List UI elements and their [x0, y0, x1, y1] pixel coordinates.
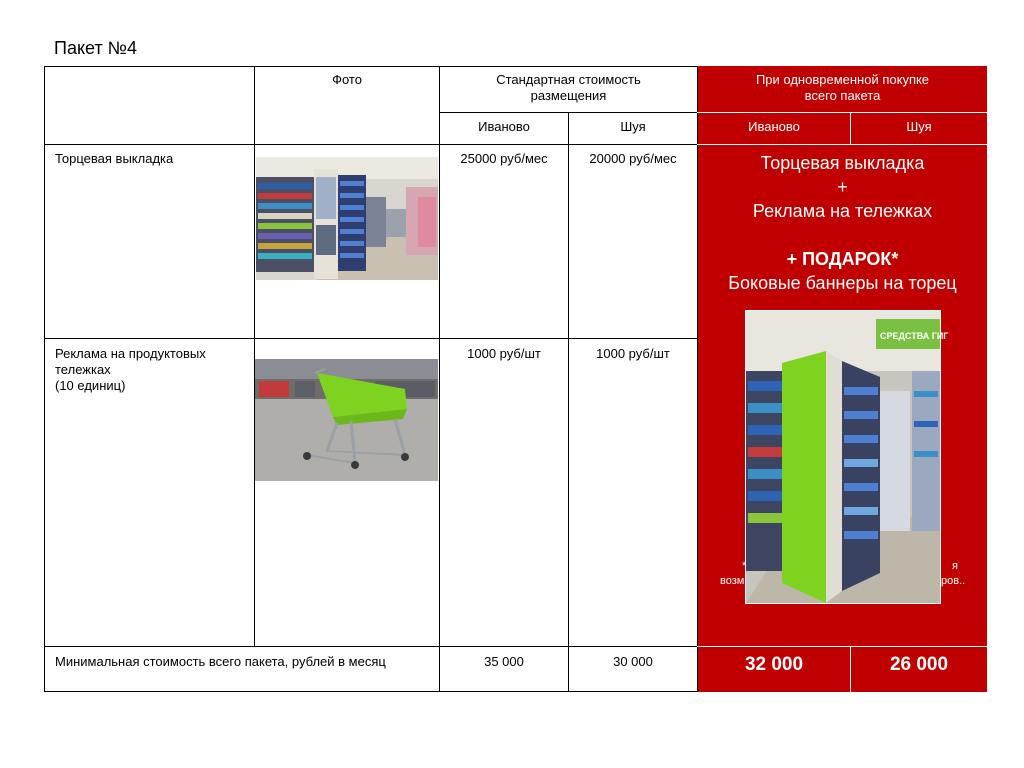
row-end-display-name: Торцевая выкладка: [55, 151, 174, 166]
header-city-ivanovo: Иваново: [478, 119, 530, 134]
header-standard-cost: Стандартная стоимость размещения: [496, 72, 641, 103]
grid-line: [254, 66, 255, 647]
grid-line: [568, 112, 569, 692]
header-package-cost: При одновременной покупке всего пакета: [755, 72, 930, 103]
package-price-ivanovo: 32 000: [744, 654, 804, 675]
row-end-display-shuya: 20000 руб/мес: [589, 151, 677, 166]
page-title: Пакет №4: [54, 38, 138, 58]
row-cart-ads-name: Реклама на продуктовых тележках (10 единиц): [55, 346, 206, 393]
footnote-fragment-left: * возм: [720, 560, 747, 587]
row-cart-ads-shuya: 1000 руб/шт: [596, 346, 670, 361]
total-label: Минимальная стоимость всего пакета, рублей в месяц: [55, 654, 386, 669]
shopping-cart-photo: [255, 359, 438, 481]
header-package-city-ivanovo: Иваново: [748, 119, 800, 134]
grid-line: [697, 646, 987, 647]
header-photo: Фото: [332, 72, 362, 87]
total-shuya: 30 000: [613, 654, 653, 669]
store-sign-text: СРЕДСТВА ГИГ: [880, 331, 949, 341]
grid-line: [44, 646, 697, 647]
grid-line: [44, 66, 697, 67]
grid-line: [44, 691, 697, 692]
total-ivanovo: 35 000: [484, 654, 524, 669]
grid-line: [697, 144, 987, 145]
row-end-display-ivanovo: 25000 руб/мес: [460, 151, 548, 166]
grid-line: [44, 66, 45, 692]
package-price-shuya: 26 000: [889, 654, 949, 675]
header-package-city-shuya: Шуя: [906, 119, 932, 134]
grid-line: [44, 144, 697, 145]
end-display-photo: [256, 157, 438, 280]
grid-line: [44, 338, 697, 339]
side-banner-photo: [745, 310, 949, 604]
package-offer: Торцевая выкладка + Реклама на тележках + ПОДАРОК* Боковые баннеры на торец: [728, 153, 957, 293]
header-city-shuya: Шуя: [620, 119, 646, 134]
grid-line: [697, 112, 987, 113]
footnote-fragment-right: я ров..: [941, 560, 966, 587]
row-cart-ads-ivanovo: 1000 руб/шт: [467, 346, 541, 361]
